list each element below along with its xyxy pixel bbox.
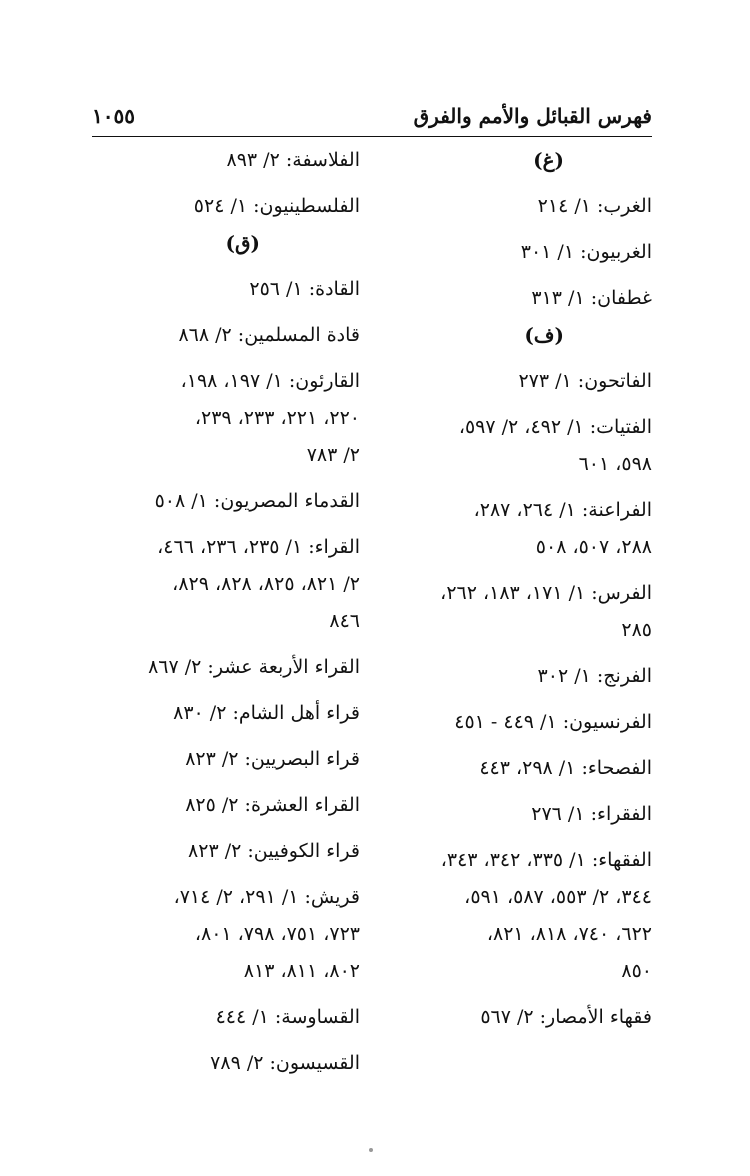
index-entry — [92, 695, 360, 732]
index-entry — [92, 483, 360, 520]
index-entry — [388, 575, 652, 649]
index-entry — [388, 658, 652, 695]
entry-continuation: ٢٢٠، ٢٢١، ٢٣٣، ٢٣٩، — [194, 407, 360, 429]
index-entry — [388, 492, 652, 566]
entry-continuation: ٢٨٥ — [621, 619, 652, 641]
index-entry — [92, 649, 360, 686]
index-entry — [388, 704, 652, 741]
header-rule — [92, 136, 652, 137]
entry-line: قريش: ١/ ٢٩١، ٢/ ٧١٤، — [173, 886, 360, 908]
entry-line: الفقراء: ١/ ٢٧٦ — [531, 803, 652, 825]
section-letter: (ق) — [225, 231, 260, 255]
page-number: ١٠٥٥ — [92, 104, 135, 128]
entry-line: الفلسطينيون: ١/ ٥٢٤ — [193, 195, 360, 217]
index-entry — [388, 750, 652, 787]
index-entry — [92, 879, 360, 990]
entry-line: الفقهاء: ١/ ٣٣٥، ٣٤٢، ٣٤٣، — [440, 849, 652, 871]
entry-line: غطفان: ١/ ٣١٣ — [531, 287, 652, 309]
index-entry — [92, 363, 360, 474]
entry-continuation: ٧٢٣، ٧٥١، ٧٩٨، ٨٠١، — [194, 923, 360, 945]
entry-line: الفرس: ١/ ١٧١، ١٨٣، ٢٦٢، — [440, 582, 652, 604]
entry-line: الفاتحون: ١/ ٢٧٣ — [518, 370, 652, 392]
index-entry — [388, 188, 652, 225]
entry-continuation: ٢/ ٨٢١، ٨٢٥، ٨٢٨، ٨٢٩، — [172, 573, 360, 595]
index-entry — [388, 999, 652, 1036]
entry-line: الفصحاء: ١/ ٢٩٨، ٤٤٣ — [479, 757, 652, 779]
entry-line: الغربيون: ١/ ٣٠١ — [520, 241, 652, 263]
index-entry — [92, 188, 360, 225]
index-column-right — [388, 142, 652, 1036]
entry-line: القسيسون: ٢/ ٧٨٩ — [210, 1052, 360, 1074]
index-entry — [92, 529, 360, 640]
entry-line: قادة المسلمين: ٢/ ٨٦٨ — [178, 324, 360, 346]
entry-line: القساوسة: ١/ ٤٤٤ — [215, 1006, 360, 1028]
section-letter: (غ) — [533, 148, 564, 172]
entry-line: القادة: ١/ ٢٥٦ — [249, 278, 360, 300]
entry-line: قراء الكوفيين: ٢/ ٨٢٣ — [188, 840, 360, 862]
entry-continuation: ٨٠٢، ٨١١، ٨١٣ — [243, 960, 360, 982]
index-entry — [388, 280, 652, 317]
entry-line: القراء: ١/ ٢٣٥، ٢٣٦، ٤٦٦، — [157, 536, 360, 558]
entry-line: القراء الأربعة عشر: ٢/ ٨٦٧ — [148, 656, 360, 678]
entry-line: الفتيات: ١/ ٤٩٢، ٢/ ٥٩٧، — [458, 416, 652, 438]
index-entry — [388, 409, 652, 483]
index-entry — [92, 741, 360, 778]
entry-continuation: ٨٤٦ — [329, 610, 360, 632]
entry-line: الفلاسفة: ٢/ ٨٩٣ — [226, 149, 360, 171]
index-entry — [92, 142, 360, 179]
index-entry — [388, 234, 652, 271]
entry-continuation: ٦٢٢، ٧٤٠، ٨١٨، ٨٢١، — [486, 923, 652, 945]
entry-line: القدماء المصريون: ١/ ٥٠٨ — [154, 490, 360, 512]
entry-continuation: ٢/ ٧٨٣ — [306, 444, 360, 466]
entry-line: القارئون: ١/ ١٩٧، ١٩٨، — [180, 370, 360, 392]
entry-line: قراء البصريين: ٢/ ٨٢٣ — [185, 748, 360, 770]
entry-continuation: ٨٥٠ — [621, 960, 652, 982]
entry-line: الفراعنة: ١/ ٢٦٤، ٢٨٧، — [473, 499, 652, 521]
index-column-left — [92, 142, 360, 1082]
index-entry — [92, 317, 360, 354]
index-entry — [388, 363, 652, 400]
entry-continuation: ٢٨٨، ٥٠٧، ٥٠٨ — [535, 536, 652, 558]
index-entry — [388, 842, 652, 990]
index-entry — [92, 271, 360, 308]
entry-continuation: ٣٤٤، ٢/ ٥٥٣، ٥٨٧، ٥٩١، — [464, 886, 652, 908]
index-entry — [92, 833, 360, 870]
entry-line: الفرنسيون: ١/ ٤٤٩ - ٤٥١ — [454, 711, 652, 733]
entry-line: القراء العشرة: ٢/ ٨٢٥ — [185, 794, 360, 816]
index-entry — [388, 796, 652, 833]
running-title: فهرس القبائل والأمم والفرق — [413, 104, 652, 128]
entry-line: قراء أهل الشام: ٢/ ٨٣٠ — [173, 702, 360, 724]
footer-mark — [369, 1148, 373, 1152]
entry-line: الفرنج: ١/ ٣٠٢ — [537, 665, 652, 687]
index-entry — [92, 999, 360, 1036]
entry-continuation: ٥٩٨، ٦٠١ — [578, 453, 652, 475]
entry-line: فقهاء الأمصار: ٢/ ٥٦٧ — [480, 1006, 652, 1028]
section-letter: (ف) — [524, 323, 564, 347]
entry-line: الغرب: ١/ ٢١٤ — [537, 195, 652, 217]
page-header — [92, 96, 652, 136]
index-entry — [92, 1045, 360, 1082]
index-entry — [92, 787, 360, 824]
